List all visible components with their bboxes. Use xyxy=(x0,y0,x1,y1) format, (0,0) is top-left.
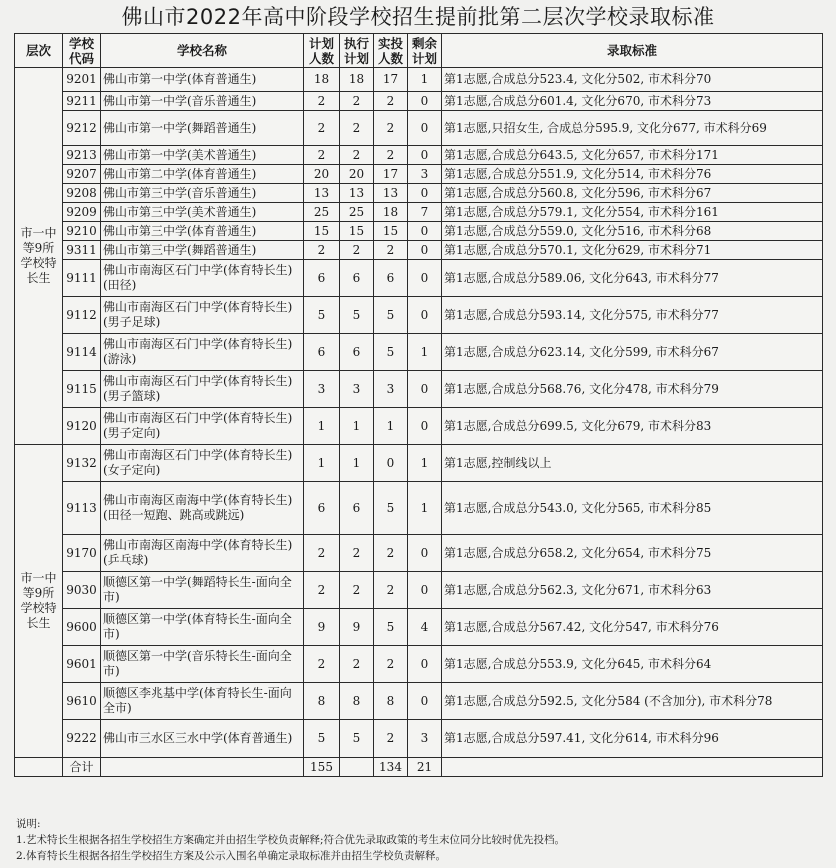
plan-count: 2 xyxy=(304,146,340,165)
school-code: 9111 xyxy=(63,260,101,297)
school-code: 9115 xyxy=(63,371,101,408)
admission-standard: 第1志愿,合成总分551.9, 文化分514, 市术科分76 xyxy=(442,165,823,184)
admission-standard: 第1志愿,合成总分543.0, 文化分565, 市术科分85 xyxy=(442,482,823,535)
table-row xyxy=(15,572,823,609)
school-name: 顺德区第一中学(体育特长生-面向全市) xyxy=(101,609,304,646)
actual-count: 2 xyxy=(374,146,408,165)
page-title: 佛山市2022年高中阶段学校招生提前批第二层次学校录取标准 xyxy=(121,5,715,29)
plan-count: 5 xyxy=(304,297,340,334)
school-code: 9112 xyxy=(63,297,101,334)
remain-count: 0 xyxy=(408,222,442,241)
table-row xyxy=(15,683,823,720)
plan-count: 2 xyxy=(304,535,340,572)
exec-count: 2 xyxy=(340,535,374,572)
remain-count: 0 xyxy=(408,572,442,609)
actual-count: 2 xyxy=(374,92,408,111)
school-code: 9209 xyxy=(63,203,101,222)
table-row xyxy=(15,68,823,92)
table-row xyxy=(15,334,823,371)
exec-count: 18 xyxy=(340,68,374,92)
table-row xyxy=(15,371,823,408)
header-actual: 实投人数 xyxy=(374,34,408,68)
remain-count: 0 xyxy=(408,241,442,260)
total-row xyxy=(15,758,823,777)
actual-count: 15 xyxy=(374,222,408,241)
actual-count: 2 xyxy=(374,646,408,683)
plan-count: 6 xyxy=(304,260,340,297)
school-name: 佛山市第一中学(音乐普通生) xyxy=(101,92,304,111)
exec-count: 3 xyxy=(340,371,374,408)
exec-count: 15 xyxy=(340,222,374,241)
admission-standard: 第1志愿,合成总分553.9, 文化分645, 市术科分64 xyxy=(442,646,823,683)
notes-heading: 说明: xyxy=(16,818,41,830)
actual-count: 2 xyxy=(374,241,408,260)
school-name: 顺德区李兆基中学(体育特长生-面向全市) xyxy=(101,683,304,720)
school-name: 佛山市第一中学(舞蹈普通生) xyxy=(101,111,304,146)
school-name: 佛山市第二中学(体育普通生) xyxy=(101,165,304,184)
exec-count: 1 xyxy=(340,445,374,482)
table-row xyxy=(15,535,823,572)
table-row xyxy=(15,646,823,683)
admission-standard: 第1志愿,合成总分699.5, 文化分679, 市术科分83 xyxy=(442,408,823,445)
actual-count: 2 xyxy=(374,720,408,758)
total-actual: 134 xyxy=(374,758,408,777)
school-code: 9601 xyxy=(63,646,101,683)
table-row xyxy=(15,146,823,165)
remain-count: 0 xyxy=(408,184,442,203)
actual-count: 3 xyxy=(374,371,408,408)
school-code: 9222 xyxy=(63,720,101,758)
table-row xyxy=(15,408,823,445)
school-name: 佛山市第三中学(美术普通生) xyxy=(101,203,304,222)
admission-standard: 第1志愿,合成总分592.5, 文化分584 (不含加分), 市术科分78 xyxy=(442,683,823,720)
school-name: 佛山市南海区南海中学(体育特长生)(田径一短跑、跳高或跳远) xyxy=(101,482,304,535)
school-name: 佛山市三水区三水中学(体育普通生) xyxy=(101,720,304,758)
remain-count: 0 xyxy=(408,408,442,445)
actual-count: 8 xyxy=(374,683,408,720)
header-plan: 计划人数 xyxy=(304,34,340,68)
remain-count: 1 xyxy=(408,482,442,535)
school-code: 9208 xyxy=(63,184,101,203)
school-code: 9030 xyxy=(63,572,101,609)
admission-standard: 第1志愿,合成总分562.3, 文化分671, 市术科分63 xyxy=(442,572,823,609)
remain-count: 1 xyxy=(408,334,442,371)
remain-count: 1 xyxy=(408,68,442,92)
total-label: 合计 xyxy=(63,758,101,777)
admission-standard: 第1志愿,合成总分568.76, 文化分478, 市术科分79 xyxy=(442,371,823,408)
admission-standard: 第1志愿,合成总分589.06, 文化分643, 市术科分77 xyxy=(442,260,823,297)
exec-count: 2 xyxy=(340,146,374,165)
school-code: 9600 xyxy=(63,609,101,646)
school-code: 9210 xyxy=(63,222,101,241)
actual-count: 5 xyxy=(374,609,408,646)
exec-count: 2 xyxy=(340,111,374,146)
table-row xyxy=(15,222,823,241)
exec-count: 5 xyxy=(340,297,374,334)
plan-count: 9 xyxy=(304,609,340,646)
actual-count: 18 xyxy=(374,203,408,222)
plan-count: 2 xyxy=(304,241,340,260)
header-standard: 录取标准 xyxy=(442,34,823,68)
plan-count: 2 xyxy=(304,111,340,146)
notes xyxy=(16,816,822,864)
table-row xyxy=(15,203,823,222)
remain-count: 0 xyxy=(408,683,442,720)
plan-count: 18 xyxy=(304,68,340,92)
header-remain: 剩余计划 xyxy=(408,34,442,68)
plan-count: 5 xyxy=(304,720,340,758)
table-row xyxy=(15,482,823,535)
table-row xyxy=(15,609,823,646)
table-row xyxy=(15,111,823,146)
note-item: 1.艺术特长生根据各招生学校招生方案确定并由招生学校负责解释;符合优先录取政策的考生末位同分比较时优先投档。 xyxy=(16,834,566,846)
remain-count: 0 xyxy=(408,92,442,111)
school-name: 佛山市第三中学(体育普通生) xyxy=(101,222,304,241)
remain-count: 0 xyxy=(408,111,442,146)
table-row xyxy=(15,184,823,203)
exec-count: 5 xyxy=(340,720,374,758)
total-standard-cell xyxy=(442,758,823,777)
school-name: 佛山市南海区石门中学(体育特长生)(男子篮球) xyxy=(101,371,304,408)
actual-count: 2 xyxy=(374,111,408,146)
plan-count: 25 xyxy=(304,203,340,222)
actual-count: 17 xyxy=(374,165,408,184)
admission-standard: 第1志愿,合成总分560.8, 文化分596, 市术科分67 xyxy=(442,184,823,203)
school-name: 佛山市第三中学(舞蹈普通生) xyxy=(101,241,304,260)
exec-count: 6 xyxy=(340,260,374,297)
exec-count: 8 xyxy=(340,683,374,720)
header-exec: 执行计划 xyxy=(340,34,374,68)
school-code: 9213 xyxy=(63,146,101,165)
school-code: 9114 xyxy=(63,334,101,371)
remain-count: 0 xyxy=(408,260,442,297)
exec-count: 2 xyxy=(340,92,374,111)
exec-count: 25 xyxy=(340,203,374,222)
actual-count: 13 xyxy=(374,184,408,203)
remain-count: 3 xyxy=(408,720,442,758)
plan-count: 6 xyxy=(304,482,340,535)
actual-count: 2 xyxy=(374,535,408,572)
school-code: 9207 xyxy=(63,165,101,184)
admission-standard: 第1志愿,合成总分559.0, 文化分516, 市术科分68 xyxy=(442,222,823,241)
plan-count: 15 xyxy=(304,222,340,241)
header-code: 学校代码 xyxy=(63,34,101,68)
exec-count: 20 xyxy=(340,165,374,184)
school-code: 9311 xyxy=(63,241,101,260)
admission-standard: 第1志愿,只招女生, 合成总分595.9, 文化分677, 市术科分69 xyxy=(442,111,823,146)
remain-count: 4 xyxy=(408,609,442,646)
school-name: 佛山市南海区南海中学(体育特长生)(乒乓球) xyxy=(101,535,304,572)
school-code: 9170 xyxy=(63,535,101,572)
actual-count: 5 xyxy=(374,334,408,371)
plan-count: 8 xyxy=(304,683,340,720)
plan-count: 6 xyxy=(304,334,340,371)
remain-count: 7 xyxy=(408,203,442,222)
total-remain: 21 xyxy=(408,758,442,777)
header-level: 层次 xyxy=(15,34,63,68)
admission-standard: 第1志愿,合成总分623.14, 文化分599, 市术科分67 xyxy=(442,334,823,371)
remain-count: 3 xyxy=(408,165,442,184)
actual-count: 5 xyxy=(374,482,408,535)
plan-count: 1 xyxy=(304,445,340,482)
school-name: 佛山市第三中学(音乐普通生) xyxy=(101,184,304,203)
school-name: 佛山市第一中学(体育普通生) xyxy=(101,68,304,92)
exec-count: 2 xyxy=(340,646,374,683)
school-code: 9113 xyxy=(63,482,101,535)
admission-standard: 第1志愿,合成总分523.4, 文化分502, 市术科分70 xyxy=(442,68,823,92)
admission-standard: 第1志愿,合成总分593.14, 文化分575, 市术科分77 xyxy=(442,297,823,334)
school-name: 顺德区第一中学(舞蹈特长生-面向全市) xyxy=(101,572,304,609)
exec-count: 1 xyxy=(340,408,374,445)
plan-count: 3 xyxy=(304,371,340,408)
admission-standard: 第1志愿,合成总分579.1, 文化分554, 市术科分161 xyxy=(442,203,823,222)
actual-count: 6 xyxy=(374,260,408,297)
admission-standard: 第1志愿,合成总分658.2, 文化分654, 市术科分75 xyxy=(442,535,823,572)
remain-count: 0 xyxy=(408,646,442,683)
school-code: 9120 xyxy=(63,408,101,445)
admission-standard: 第1志愿,合成总分601.4, 文化分670, 市术科分73 xyxy=(442,92,823,111)
plan-count: 1 xyxy=(304,408,340,445)
exec-count: 2 xyxy=(340,572,374,609)
school-code: 9132 xyxy=(63,445,101,482)
admission-standard: 第1志愿,合成总分567.42, 文化分547, 市术科分76 xyxy=(442,609,823,646)
table-row xyxy=(15,260,823,297)
actual-count: 2 xyxy=(374,572,408,609)
actual-count: 0 xyxy=(374,445,408,482)
level-cell: 市一中等9所学校特长生 xyxy=(15,445,63,758)
school-code: 9610 xyxy=(63,683,101,720)
admission-table xyxy=(14,33,823,777)
school-code: 9201 xyxy=(63,68,101,92)
total-exec xyxy=(340,758,374,777)
exec-count: 6 xyxy=(340,482,374,535)
total-plan: 155 xyxy=(304,758,340,777)
note-item: 2.体育特长生根据各招生学校招生方案及公示入围名单确定录取标准并由招生学校负责解释。 xyxy=(16,850,447,862)
plan-count: 2 xyxy=(304,92,340,111)
actual-count: 17 xyxy=(374,68,408,92)
school-code: 9212 xyxy=(63,111,101,146)
exec-count: 13 xyxy=(340,184,374,203)
school-name: 佛山市南海区石门中学(体育特长生)(女子定向) xyxy=(101,445,304,482)
actual-count: 1 xyxy=(374,408,408,445)
header-row xyxy=(15,34,823,68)
plan-count: 2 xyxy=(304,572,340,609)
admission-standard: 第1志愿,合成总分643.5, 文化分657, 市术科分171 xyxy=(442,146,823,165)
school-name: 佛山市南海区石门中学(体育特长生)(游泳) xyxy=(101,334,304,371)
table-row xyxy=(15,165,823,184)
remain-count: 1 xyxy=(408,445,442,482)
school-name: 佛山市南海区石门中学(体育特长生)(男子定向) xyxy=(101,408,304,445)
school-name: 佛山市南海区石门中学(体育特长生)(男子足球) xyxy=(101,297,304,334)
table-row xyxy=(15,92,823,111)
admission-standard: 第1志愿,合成总分570.1, 文化分629, 市术科分71 xyxy=(442,241,823,260)
total-name-cell xyxy=(101,758,304,777)
school-code: 9211 xyxy=(63,92,101,111)
table-row xyxy=(15,720,823,758)
plan-count: 2 xyxy=(304,646,340,683)
table-row xyxy=(15,241,823,260)
plan-count: 13 xyxy=(304,184,340,203)
exec-count: 9 xyxy=(340,609,374,646)
admission-standard: 第1志愿,合成总分597.41, 文化分614, 市术科分96 xyxy=(442,720,823,758)
table-row xyxy=(15,297,823,334)
level-cell: 市一中等9所学校特长生 xyxy=(15,68,63,445)
remain-count: 0 xyxy=(408,371,442,408)
header-name: 学校名称 xyxy=(101,34,304,68)
school-name: 佛山市南海区石门中学(体育特长生)(田径) xyxy=(101,260,304,297)
admission-standard: 第1志愿,控制线以上 xyxy=(442,445,823,482)
total-level-cell xyxy=(15,758,63,777)
remain-count: 0 xyxy=(408,146,442,165)
actual-count: 5 xyxy=(374,297,408,334)
school-name: 顺德区第一中学(音乐特长生-面向全市) xyxy=(101,646,304,683)
exec-count: 6 xyxy=(340,334,374,371)
remain-count: 0 xyxy=(408,297,442,334)
plan-count: 20 xyxy=(304,165,340,184)
exec-count: 2 xyxy=(340,241,374,260)
school-name: 佛山市第一中学(美术普通生) xyxy=(101,146,304,165)
remain-count: 0 xyxy=(408,535,442,572)
table-row xyxy=(15,445,823,482)
